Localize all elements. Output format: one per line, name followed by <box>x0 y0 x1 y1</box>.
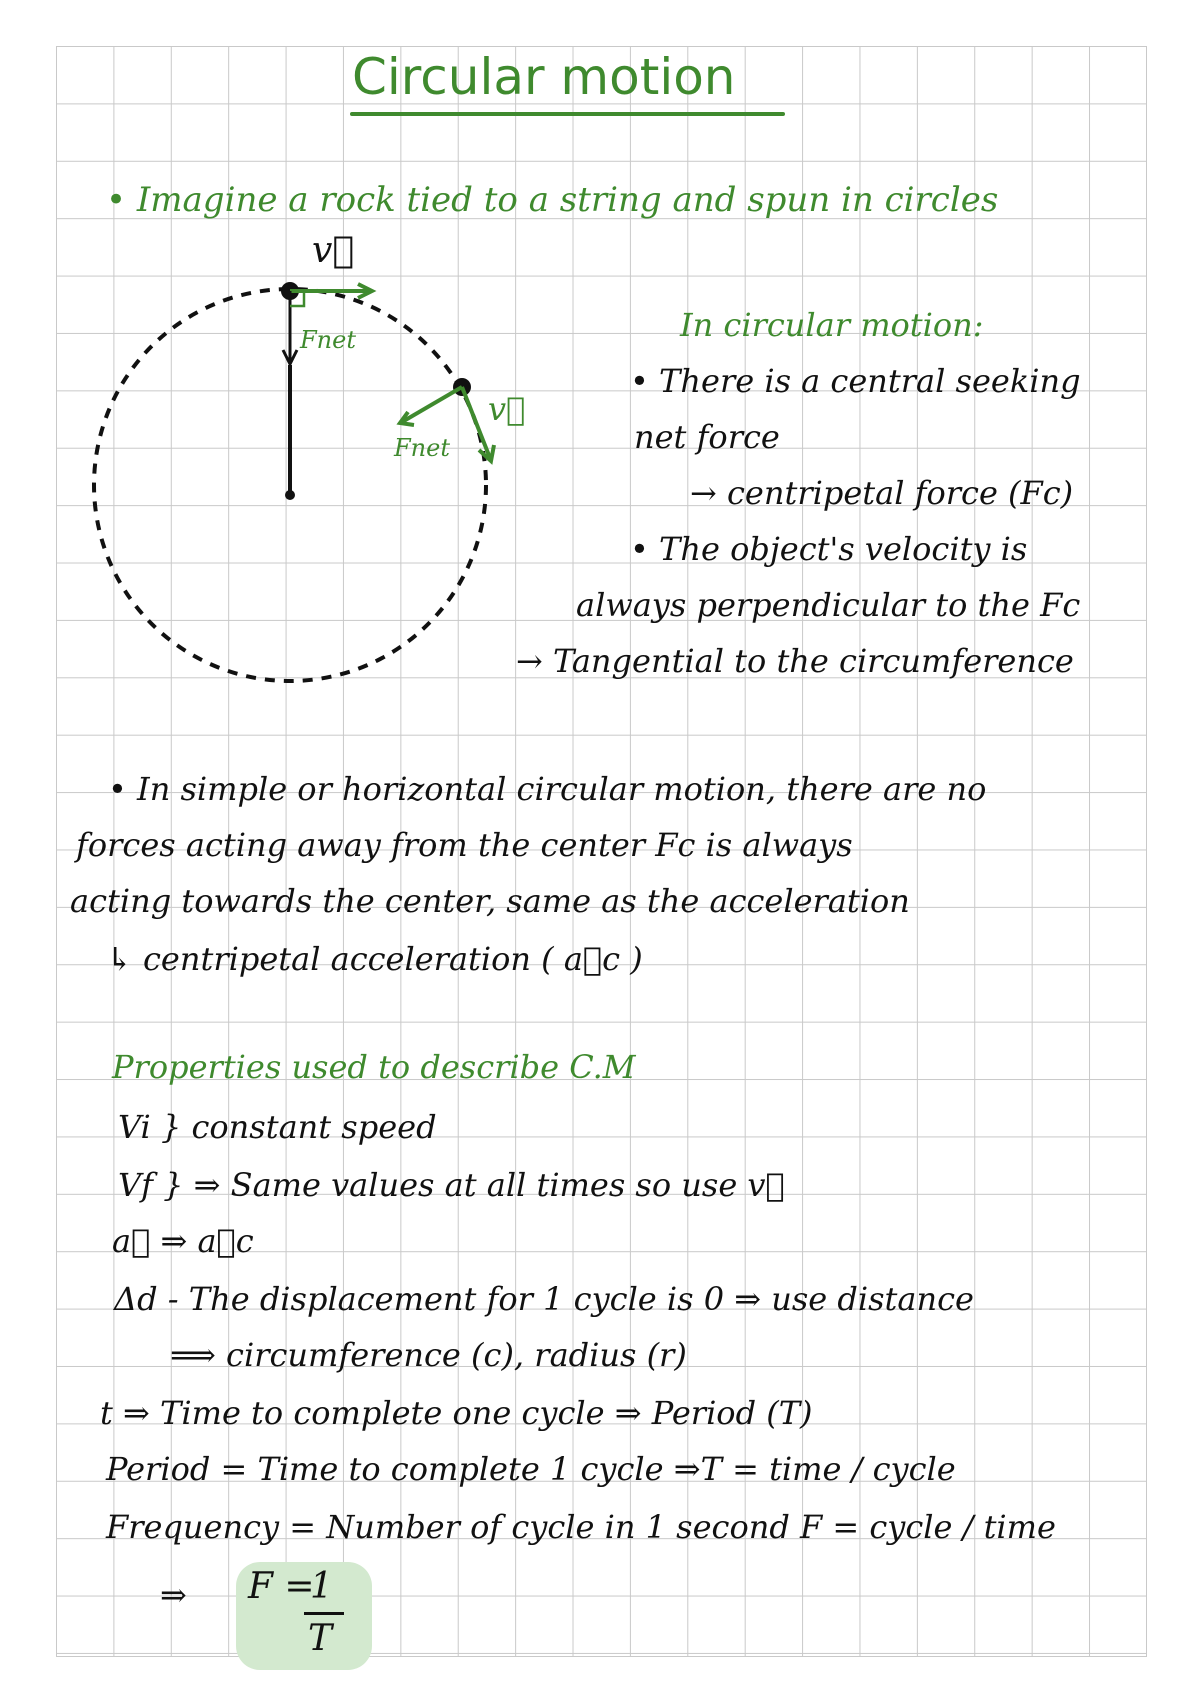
fnet-arrow-side <box>402 387 462 422</box>
page-title: Circular motion <box>352 48 736 106</box>
side-note-line: → centripetal force (Fc) <box>690 474 1074 512</box>
property-line: ⇒ <box>160 1576 187 1614</box>
side-note-line: • There is a central seeking <box>630 362 1081 400</box>
paragraph-line: • In simple or horizontal circular motion, there are no <box>108 770 987 808</box>
side-note-line: net force <box>634 418 780 456</box>
property-line: Frequency = Number of cycle in 1 second F = cycle / time <box>106 1508 1056 1546</box>
center-point <box>285 490 295 500</box>
intro-line: • Imagine a rock tied to a string and spun in circles <box>106 180 999 220</box>
paragraph-line: acting towards the center, same as the acceleration <box>70 882 910 920</box>
side-notes-heading: In circular motion: <box>680 306 984 344</box>
property-line: Period = Time to complete 1 cycle ⇒T = time / cycle <box>106 1450 956 1488</box>
property-line: t ⇒ Time to complete one cycle ⇒ Period (T) <box>100 1394 813 1432</box>
property-line: Vf } ⇒ Same values at all times so use v⃗ <box>118 1166 785 1204</box>
velocity-arrow-side <box>462 387 490 458</box>
property-line: ⟹ circumference (c), radius (r) <box>170 1336 687 1374</box>
property-line: a⃗ ⇒ a⃗c <box>112 1222 254 1260</box>
formula-denominator: T <box>308 1618 333 1659</box>
fraction-bar <box>304 1612 344 1615</box>
label-fnet-side: Fnet <box>394 434 450 462</box>
label-fnet-top: Fnet <box>300 326 356 354</box>
formula-numerator: 1 <box>310 1566 333 1607</box>
frequency-formula <box>248 1566 333 1659</box>
property-line: Vi } constant speed <box>118 1108 437 1146</box>
side-note-line: • The object's velocity is <box>630 530 1028 568</box>
side-note-line: → Tangential to the circumference <box>516 642 1074 680</box>
properties-heading: Properties used to describe C.M <box>112 1048 636 1086</box>
label-v-side: v⃗ <box>488 390 526 428</box>
paragraph-line: ↳ centripetal acceleration ( a⃗c ) <box>106 940 643 978</box>
paragraph-line: forces acting away from the center Fc is always <box>76 826 853 864</box>
side-note-line: always perpendicular to the Fc <box>576 586 1081 624</box>
property-line: Δd - The displacement for 1 cycle is 0 ⇒ use distance <box>114 1280 974 1318</box>
label-v-top: v⃗ <box>312 230 354 271</box>
formula-lhs: F = <box>248 1566 315 1607</box>
